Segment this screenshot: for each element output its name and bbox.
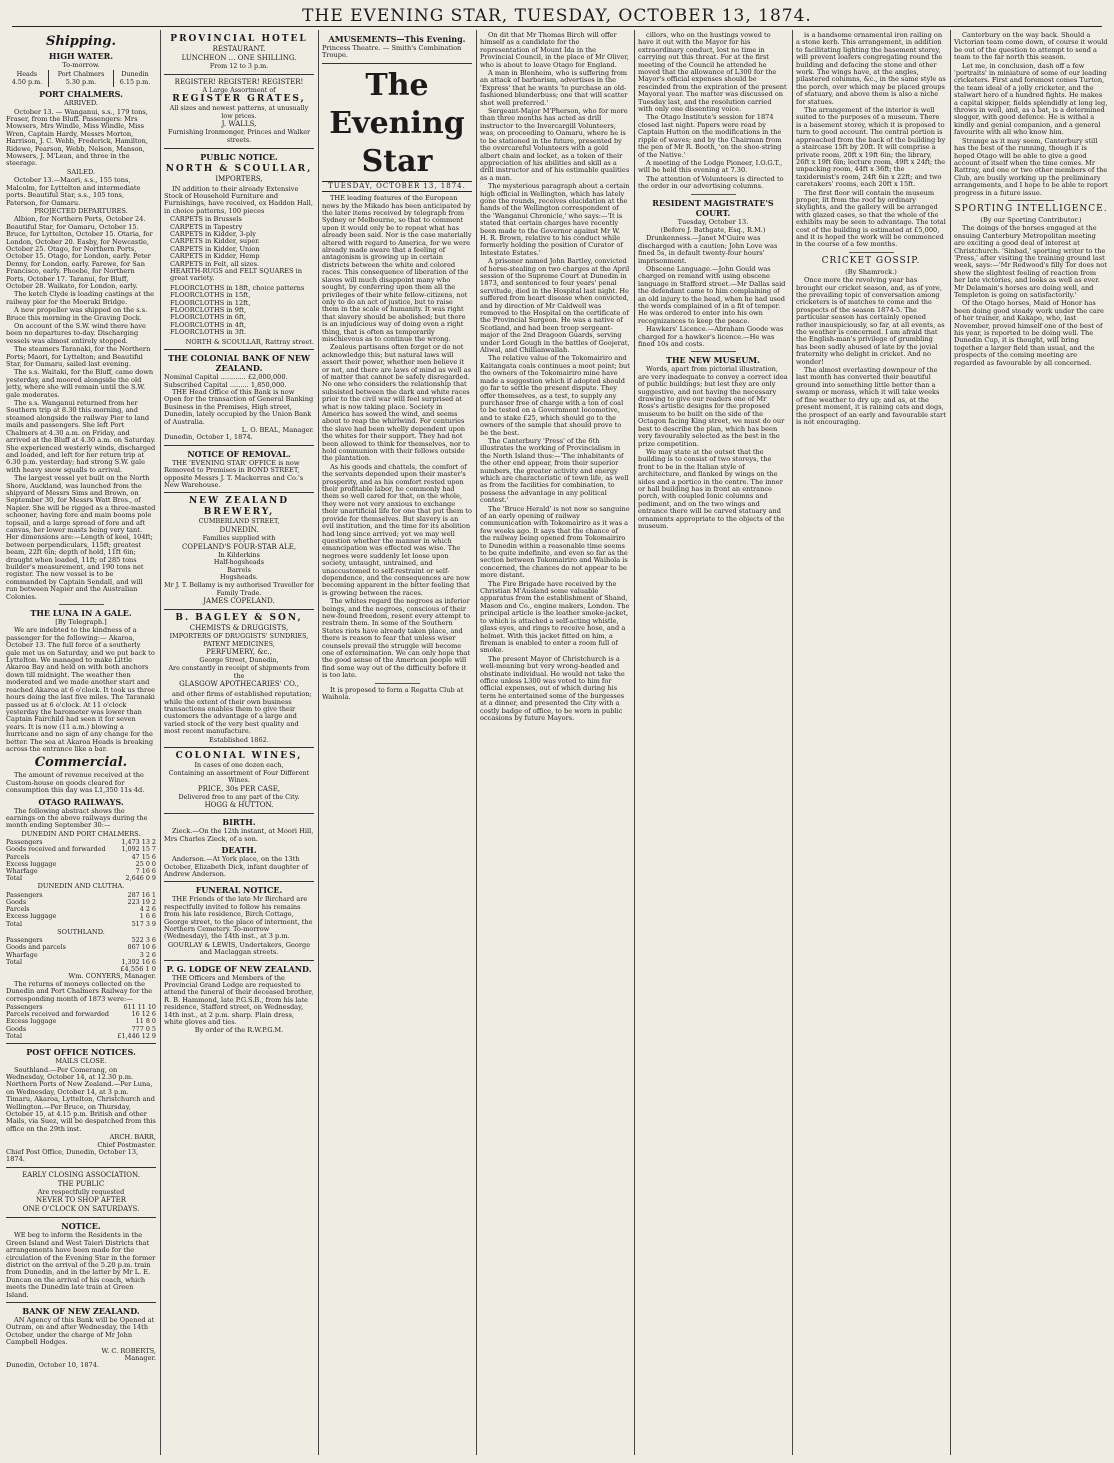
sporting-paragraph: The doings of the horses engaged at the ensuing Canterbury Metropolitan meeting are exciting a good deal of interest at Christchurch. 'Sinbad,' sporting writer to the 'Press,' after visiting the training ground last week, says:—'Mr Redwood's filly Tor does not show the slightest feeling of reaction from her late victories, and looks as well as ever. Mr Delamain's horses are doing well, and Templeton is going on satisfactorily.' xyxy=(954,224,1107,299)
amusements-heading: AMUSEMENTS—This Evening. xyxy=(328,34,466,44)
floorcloth-list xyxy=(164,285,314,337)
separator xyxy=(164,813,314,814)
nameplate: The Evening Star xyxy=(329,67,465,179)
table-row: Goods 777 0 5 xyxy=(6,1024,156,1033)
ad-line: Hogsheads. xyxy=(220,573,258,582)
museum-heading: THE NEW MUSEUM. xyxy=(666,355,760,366)
ad-line: Wines. xyxy=(228,776,250,785)
separator xyxy=(691,194,736,195)
north-scoullar-text: IN addition to their already Extensive Stock of Household Furniture and Furnishings, have received, ex Haddon Hall, in choice patterns, 100 pieces xyxy=(164,184,313,215)
bnz-footer: Dunedin, October 10, 1874. xyxy=(6,1361,99,1370)
column-3 xyxy=(322,32,472,1455)
sailed-text: October 13.—Maori, s.s., 155 tons, Malcolm, for Lyttelton and intermediate ports. Beautiful Star, s.s., 105 tons, Paterson, for Oamaru. xyxy=(6,176,141,207)
post-signature: ARCH. BARR, xyxy=(109,1133,156,1142)
column-rule xyxy=(792,30,793,1455)
museum-paragraph: is a handsome ornamental iron railing on a stone kerb. This arrangement, in addition to facilitating lighting the basement storey, will prevent loafers congregating round the building and defacing the stone and other work. The wings have, at the angles, pilastered columns, &c., in the same style as the porch, over which may be placed groups of statuary, and above them is also a niche for statues. xyxy=(796,32,946,106)
news-paragraph: The attention of Volunteers is directed to the order in our advertising columns. xyxy=(638,174,784,191)
railway-signature: Wm. CONYERS, Manager. xyxy=(68,972,156,981)
tide-port-chalmers: Port Chalmers 5.30 p.m. xyxy=(48,70,113,87)
court-heading: RESIDENT MAGISTRATE'S COURT. xyxy=(652,197,774,218)
list-item: FLOORCLOTHS in 15ft, xyxy=(170,291,251,300)
cricket-heading: CRICKET GOSSIP. xyxy=(821,255,921,266)
luna-gale-heading: THE LUNA IN A GALE. xyxy=(30,608,132,619)
news-paragraph: On dit that Mr Thomas Birch will offer himself as a candidate for the representation of Mount Ida in the Provincial Council, in the place of Mr Oliver, who is about to leave Otago for England. xyxy=(480,32,629,69)
commercial-text: The amount of revenue received at the Custom-house on goods cleared for consumption this day was L1,350 11s 4d. xyxy=(6,771,145,795)
table-row: Passengers 287 16 1 xyxy=(6,890,156,899)
railways-heading: OTAGO RAILWAYS. xyxy=(38,796,124,807)
bnz-signature: W. C. ROBERTS, xyxy=(101,1346,156,1355)
death-heading: DEATH. xyxy=(221,845,257,856)
returns-table xyxy=(6,1004,156,1040)
leader-paragraph: As his goods and chattels, the comfort of the servants depended upon their master's prosperity, and as his comfort rested upon their profitable labor, he commonly had them so well cared for that, on the whole, they were not very anxious to exchange their unartificial life for one that put them to provide for themselves. But slavery is an evil institution, and the time for its abolition had long since arrived; yet we may well question whether the manner in which emancipation was effected was wise. The negroes were suddenly let loose upon society, untaught, untrained, and unaccustomed to self-restraint or self-dependence, and the consequences are now becoming apparent in the bitter feeling that is growing between the races. xyxy=(322,462,472,597)
news-paragraph: The 'Bruce Herald' is not now so sanguine of an early opening of railway communication with Tokomairiro as it was a few weeks ago. It says that the chance of the railway being opened from Tokomairiro to Dunedin within a reasonable time seems to be quite indefinite, and even so far as the section between Tokomairiro and Waihola is concerned, the chances do not appear to be more distant. xyxy=(480,504,630,580)
list-item: FLOORCLOTHS in 3ft. xyxy=(170,328,247,337)
separator xyxy=(164,74,314,75)
list-item: CARPETS in Kidder, 3-ply xyxy=(170,230,256,238)
table-row: Total 1,392 16 6 xyxy=(6,957,156,966)
projected-text: Albion, for Northern Ports, October 24. Beautiful Star, for Oamaru, October 15. Bruce, for Lyttelton, October 15. Otaria, for London, October 20. Easby, for Newcastle, October 25. Otago, for Northern Ports, October 15. Otago, for London, early. Peter Denny, for London, early. Farewe, for San Francisco, early. Phoebe, for Northern Ports, October 17. Taranui, for Bluff, October 28. Waikato, for London, early. xyxy=(6,215,153,290)
bagley-established: Established 1862. xyxy=(209,735,269,744)
table-row: Parcels 47 15 6 xyxy=(6,852,156,861)
ad-line: All sizes and newest patterns, at unusually low prices. xyxy=(169,104,309,120)
tide-dunedin: Dunedin 6.15 p.m. xyxy=(119,70,151,86)
column-rule xyxy=(160,30,161,1455)
ad-line: Half-hogsheads xyxy=(213,558,265,567)
separator xyxy=(6,1217,156,1218)
list-item: FLOORCLOTHS in 18ft, choice patterns xyxy=(170,283,305,292)
separator xyxy=(164,445,314,446)
news-paragraph: Sergeant-Major M'Pherson, who for more than three months has acted as drill instructor to the Invercargill Volunteers, was, on proceeding to Oamaru, where he is to be stationed in the future, presented by the overcareful Volunteers with a gold albert chain and locket, as a token of their appreciation of his abilities and skill as a drill instructor and of his estimable qualities as a man. xyxy=(480,107,630,182)
news-paragraph: A prisoner named John Bartley, convicted of horse-stealing on two charges at the April session of the Supreme Court at Dunedin in 1873, and sentenced to four years' penal servitude, died in the Hospital last night. He suffered from heart disease when convicted, and by direction of Mr Caldwell was removed to the Hospital on the certificate of the Provincial Surgeon. He was a native of Scotland, and had been troop sergeant-major of the 2nd Dragoon Guards, serving under Lord Gough in the battles of Goojerat, Aliwal, and Chillianwallah. xyxy=(480,257,630,355)
news-paragraph: The relative value of the Tokomairiro and Kaitangata coals continues a moot point; but the owners of the Tokomairiro mine have made a suggestion which if adopted should go far to settle the present dispute. They offer themselves, as a test, to supply any purchaser free of charge with a ton of coal to be tested on a Government locomotive, and to stake £25, which should go to the owners of the sample that should prove to be the best. xyxy=(480,354,630,437)
separator xyxy=(691,351,736,352)
ad-signature: J. WALLS, xyxy=(221,120,257,129)
news-paragraph: The Fire Brigade have received by the Christian M'Ausland some valuable apparatus from the establishment of Shand, Mason and Co., engine makers, London. The principal article is the leather smoke-jacket, to which is attached a self-acting whistle, glass eyes, and rings to receive hose, and a helmet. With this jacket fitted on him, a fireman is enabled to enter a room full of smoke. xyxy=(480,579,630,655)
railway-grand-total: £4,556 1 0 xyxy=(120,965,156,974)
ad-line: LUNCHEON … ONE SHILLING. xyxy=(181,54,297,62)
column-1 xyxy=(6,32,156,1455)
post-office-heading: POST OFFICE NOTICES. xyxy=(26,1047,136,1058)
post-signature-title: Chief Postmaster. xyxy=(97,1140,156,1149)
shipping-paragraph: The steamers Taranaki, for the Northern Ports; Maori, for Lyttelton; and Beautiful Star, for Oamaru, sailed last evening. xyxy=(6,345,151,369)
ad-line: REGISTER GRATES, xyxy=(172,94,306,105)
north-scoullar-title: NORTH & SCOULLAR, xyxy=(165,163,313,174)
ad-line: In Kilderkins xyxy=(218,550,260,559)
ad-line: ONE O'CLOCK ON SATURDAYS. xyxy=(22,1205,140,1214)
early-closing-advert xyxy=(6,1171,156,1215)
separator xyxy=(164,881,314,882)
separator xyxy=(6,1043,156,1044)
ad-line: Delivered free to any part of the City. xyxy=(178,792,300,801)
railway-section-heading: DUNEDIN AND PORT CHALMERS. xyxy=(21,829,141,838)
ad-line: In cases of one dozen each, xyxy=(194,760,284,769)
table-row: Goods and parcels 867 10 6 xyxy=(6,943,156,952)
shipping-heading: Shipping. xyxy=(46,34,116,49)
bnz-heading: BANK OF NEW ZEALAND. xyxy=(22,1306,140,1317)
tide-heads: Heads 4.50 p.m. xyxy=(11,70,43,86)
carpet-list xyxy=(164,216,314,283)
leader-paragraph: Zealous partisans often forget or do not acknowledge this; but natural laws will assert their power, whether men believe it or not, and there are laws of mind as well as of matter that cannot be safely disregarded. No one who considers the relationship that subsisted between the dark and white races prior to the civil war will feel surprised at what is now taking place. Society in America has sowed the wind, and seems about to reap the whirlwind. For centuries the slave had been wholly dependent upon the whites for their support. They had not been allowed to think for themselves, nor to hold communion with their fellows outside the plantation. xyxy=(322,343,471,463)
list-item: CARPETS in Kidder, Union xyxy=(170,244,260,253)
cricket-byline: (By Shamrock.) xyxy=(845,267,897,276)
lodge-heading: P. G. LODGE OF NEW ZEALAND. xyxy=(166,963,312,974)
column-rule xyxy=(950,30,951,1455)
register-advert xyxy=(164,78,314,145)
news-paragraph: A man in Blenheim, who is suffering from an attack of barbarism, advertises in the 'Express' that he wants 'to purchase an old-fashioned blunderbuss; one that will scatter shot well preferred.' xyxy=(480,69,628,107)
separator xyxy=(59,604,104,605)
column-rule xyxy=(318,30,319,1455)
brewery-title: NEW ZEALAND BREWERY, xyxy=(188,496,290,518)
public-notice-heading: PUBLIC NOTICE. xyxy=(200,151,278,162)
lodge-signature: By order of the R.W.P.G.M. xyxy=(194,1026,284,1035)
ad-line: A Large Assortment of xyxy=(202,85,276,94)
bnz-signature-title: Manager. xyxy=(124,1354,156,1363)
tide-subheading: To-morrow. xyxy=(62,61,100,69)
list-item: FLOORCLOTHS in 6ft, xyxy=(170,313,247,322)
ad-line: PERFUMERY, &c., xyxy=(206,648,272,657)
separator xyxy=(849,252,894,253)
notice-text: WE beg to inform the Residents in the Green Island and West Taieri Districts that arrangements have been made for the circulation of the Evening Star in the former district on the arrival of the 5.20 p.m. train from Dunedin, and in the latter by Mr L. E. Duncan on the arrival of his coach, which meets the Dunedin late train at Green Island. xyxy=(6,1231,156,1299)
luna-gale-text: We are indebted to the kindness of a passenger for the following:— Akaroa, October 13. The full force of a southerly gale met us on Saturday, and we put back to Lyttelton. We managed to make Little Akaroa Bay and held on with both anchors down till midnight. The weather then moderated and we made another start and reached Akaroa at 6 o'clock. It took us three hours doing the last five miles. The Taranaki passed us at 6 o'clock. At 11 o'clock yesterday the barometer was lower than Captain Fairchild had seen it for seven years. It is now (11 a.m.) blowing a hurricane and no sign of any change for the better. The sea at Akaroa Heads is breaking across the entrance like a bar. xyxy=(6,626,155,753)
table-row: Excess luggage 11 8 0 xyxy=(6,1017,156,1026)
railway-table xyxy=(6,892,156,928)
shipping-paragraph: The largest vessel yet built on the North Shore, Auckland, was launched from the shipyard of Messrs Sims and Brown, on September 30, for Messrs Watt Bros., of Napier. She will be rigged as a three-masted schooner, having fore and main booms pole topsail, and a large spread of fore and aft canvas, her lower masts being very tant. Her dimensions are:—Length of keel, 104ft; between perpendiculars, 115ft; greatest beam, 22ft 6in; depth of hold, 11ft 6in; draught when loaded, 11ft; of 285 tons builder's measurement, and 190 tons net register. The new vessel is to be commanded by Captain Sendall, and will run between Napier and the Australian Colonies. xyxy=(6,474,156,601)
table-row: Goods received and forwarded 1,092 15 7 xyxy=(6,845,156,854)
ad-line: Furnishing Ironmonger, Princes and Walker streets. xyxy=(167,128,311,144)
railway-section-heading: DUNEDIN AND CLUTHA. xyxy=(37,882,125,891)
news-paragraph: The mysterious paragraph about a certain high official in Wellington, which has lately gone the rounds, receives elucidation at the hands of the Wellington correspondent of the 'Wanganui Chronicle,' who says:—'It is stated that certain charges have recently been made to the Governor against Mr W. H. R. Brown, relative to his conduct while formerly holding the position of Curator of Intestate Estates.' xyxy=(480,182,630,257)
ad-line: Mr J. T. Bellamy is my authorised Traveller for Family Trade. xyxy=(164,580,314,597)
telegraph-label: [By Telegraph.] xyxy=(55,618,107,627)
cricket-paragraph: Let me, in conclusion, dash off a few 'portraits' in miniature of some of our leading cricketers. First and foremost comes Turton, the team ideal of a jolly cricketer, and the stalwart hero of a hundred fights. He makes a capital skipper, fields splendidly at long leg, throws in well, and, as a bat, is a determined slogger, with good defence. He is withal a kindly and genial companion, and a general favourite with all who know him. xyxy=(954,61,1108,137)
ad-line: THE PUBLIC xyxy=(57,1179,105,1188)
north-scoullar-signature: NORTH & SCOULLAR, Rattray street. xyxy=(185,337,314,346)
column-6 xyxy=(796,32,946,1455)
tide-table xyxy=(6,70,156,87)
table-row: Total 2,646 0 9 xyxy=(6,874,156,883)
death-text: Anderson.—At York place, on the 13th October, Elizabeth Dick, infant daughter of Andrew Anderson. xyxy=(164,855,309,878)
arrived-text: October 13. — Wanganui, s.s., 179 tons, Fraser, from the Bluff. Passengers: Mrs Mowsers, Mrs Windle, Miss Windle, Miss Wren, Captain Hardy, Messrs Morton, Harrison, J. C. Webb, Frederick, Hamilton, Ridewe, Pearson, Webb, Nelson, Manson, Mowsers, J. M'Lean, and three in the steerage. xyxy=(6,107,148,168)
colonial-bank-heading: THE COLONIAL BANK OF NEW ZEALAND. xyxy=(168,353,310,374)
high-water-heading: HIGH WATER. xyxy=(48,51,114,61)
news-paragraph: A meeting of the Lodge Pioneer, I.O.G.T., will be held this evening at 7.30. xyxy=(638,158,783,175)
leader-footer: It is proposed to form a Regatta Club at Waihola. xyxy=(322,685,464,702)
ad-line: CUMBERLAND STREET, xyxy=(198,517,280,526)
wines-advert xyxy=(164,751,314,810)
list-item: CARPETS in Brussels xyxy=(170,215,242,224)
birth-text: Zieck.—On the 12th instant, at Moori Hill, Mrs Charles Zieck, of a son. xyxy=(164,827,314,843)
news-paragraph: The present Mayor of Christchurch is a well-meaning but very wrong-headed and obstinate individual. He would not take the office unless L300 was voted to him for official expenses, out of which during his term he entertained some of the burgesses at a dinner, and presented the City with a costly badge of office, to be worn in public occasions by future Mayors. xyxy=(480,654,625,722)
ad-line: IMPORTERS OF DRUGGISTS' SUNDRIES, PATENT MEDICINES, xyxy=(169,632,309,648)
cricket-paragraph: Once more the revolving year has brought our cricket season, and, as of yore, the prevailing topic of conversation among cricketers is of matches to come and the prospects of the season 1874-5. The particular season has certainly opened rather inauspiciously, so far, at all events, as the weather is concerned. I am afraid that the English-man's privilege of grumbling has been sadly abused of late by the jovial fraternity who delight in cricket. And no wonder! xyxy=(796,276,945,366)
list-item: CARPETS in Kidder, Hemp xyxy=(170,252,260,261)
funeral-heading: FUNERAL NOTICE. xyxy=(195,885,283,896)
ad-line: PRICE, 30s PER CASE, xyxy=(197,784,281,793)
separator xyxy=(164,349,314,350)
separator xyxy=(375,683,420,684)
ad-signature: JAMES COPELAND. xyxy=(203,597,275,606)
column-7 xyxy=(954,32,1108,1455)
post-footer: Chief Post Office, Dunedin, October 13, 1874. xyxy=(6,1147,139,1164)
ad-line: DUNEDIN. xyxy=(219,525,259,534)
cricket-paragraph: The almost everlasting downpour of the last month has converted their beautiful ground into something little better than a swamp or morass, which it will take weeks of fine weather to dry up; and as, at the present moment, it is raining cats and dogs, the prospect of an early and favourable start is not encouraging. xyxy=(796,366,946,426)
mails-close-heading: MAILS CLOSE. xyxy=(55,1057,107,1066)
sporting-paragraph: Of the Otago horses, Maid of Honor has been doing good steady work under the care of her trainer, and Kakapo, who, last November, proved himself one of the best of his year, is reported to be doing well. The Dunedin Cup, it is thought, will bring together a larger field than usual, and the prospects of the coming meeting are regarded as favourable by all concerned. xyxy=(954,299,1104,367)
wines-title: COLONIAL WINES, xyxy=(175,750,303,761)
bagley-text: and other firms of established reputation; while the extent of their own business transactions enables them to give their customers the advantage of a large and varied stock of the very best quality and most recent manufacture. xyxy=(164,690,312,736)
cricket-paragraph: Canterbury on the way back. Should a Victorian team come down, of course it would be out of the question to attempt to send a team to the far north this season. xyxy=(954,32,1108,62)
ad-line: George Street, Dunedin, xyxy=(199,656,279,665)
ad-line: GLASGOW APOTHECARIES' CO., xyxy=(179,680,299,689)
leader-paragraph: The whites regard the negroes as inferior beings, and the negroes, conscious of their new-found freedom, resent every attempt to restrain them. In some of the Southern States riots have already taken place, and there is reason to fear that unless wiser counsels prevail the struggle will become one of extermination. We can only hope that the good sense of the American people will find some way out of the difficulty before it is too late. xyxy=(322,597,471,680)
table-row: Passengers 522 3 6 xyxy=(6,936,156,945)
list-item: HEARTH-RUGS and FELT SQUARES in great variety. xyxy=(170,267,302,283)
museum-paragraph: We may state at the outset that the building is to consist of two storeys, the front to be in the Italian style of architecture, and flanked by wings on the sides and a portico in the centre. The inner or hall building has in front an entrance porch, with coupled Ionic columns and pediment, and on the two wings and entrance there will be carved statuary and ornaments appropriate to the objects of the museum. xyxy=(638,447,785,530)
shipping-paragraph: The s.s. Waitaki, for the Bluff, came down yesterday, and moored alongside the old jetty, where she will remain until the S.W. gale moderates. xyxy=(6,368,154,399)
column-5 xyxy=(638,32,788,1455)
museum-paragraph: Words, apart from pictorial illustration, are very inadequate to convey a correct idea of public buildings; but lest they are only suggestive, and not having the necessary drawing to give our readers one of Mr Ross's artistic designs for the proposed museum to be built on the side of the Octagon facing King street, we must do our best to describe the plan, which has been very favourably selected as the best in the prize competition. xyxy=(638,365,788,448)
bnz-text: AN Agency of this Bank will be Opened at Outram, on and after Wednesday, the 14th October, under the charge of Mr John Campbell Hodges. xyxy=(6,1316,155,1347)
column-rule xyxy=(634,30,635,1455)
shipping-paragraph: A new propeller was shipped on the s.s. Bruce this morning in the Graving Dock. xyxy=(6,306,148,322)
bagley-advert xyxy=(164,613,314,689)
hotel-title: PROVINCIAL HOTEL xyxy=(170,34,308,44)
post-office-text: Southland.—Per Comerang, on Wednesday, October 14, at 12.30 p.m. Northern Ports of New Zealand.—Per Luna, on Wednesday, October 14, at 3 p.m. Timaru, Akaroa, Lyttelton, Christchurch and Wellington.—Per Bruce, on Thursday, October 15, at 4.15 p.m. British and other Mails, via Suez, will be despatched from this office on the 29th inst. xyxy=(6,1065,156,1133)
court-before: (Before J. Bathgate, Esq., R.M.) xyxy=(660,225,766,234)
list-item: FLOORCLOTHS in 9ft, xyxy=(170,306,247,315)
shipping-paragraph: On account of the S.W. wind there have been no departures to-day. Discharging vessels was almost entirely stopped. xyxy=(6,322,146,345)
bank-nominal: Nominal Capital ............ £2,000,000. xyxy=(164,373,288,382)
table-row: Total £1,446 12 9 xyxy=(6,1031,156,1040)
birth-heading: BIRTH. xyxy=(222,817,256,828)
funeral-text: THE Friends of the late Mr Birchard are respectfully invited to follow his remains from his late residence, Birch Cottage, George street, to the place of interment, the Northern Cemetery. To-morrow (Wednesday), the 14th inst., at 3 p.m. xyxy=(164,895,313,941)
table-row: Wharfage 7 16 6 xyxy=(6,867,156,875)
dateline: TUESDAY, OCTOBER 13, 1874. xyxy=(322,181,472,192)
bank-signature: L. O. BEAL, Manager. xyxy=(241,425,314,434)
list-item: FLOORCLOTHS in 12ft, xyxy=(170,298,251,307)
leader-paragraph: THE leading features of the European news by the Mikado has been anticipated by the later items received by telegraph from Sydney or Melbourne, so that to comment upon it would only be to repeat what has already been said. Nor is the case materially altered with regard to America, for we were already made aware that a feeling of antagonism is growing up in certain districts between the white and colored races. This consequence of liberation of the slaves will much disappoint many who sought, by conferring upon them all the privileges of their white fellow-citizens, not only to do an act of justice, but to raise them in the scale of humanity. It was right that slavery should be abolished; but there is an injudicious way of doing even a right thing, that is often as temporarily mischievous as to continue the wrong. xyxy=(322,194,472,343)
column-2 xyxy=(164,32,314,1455)
north-scoullar-advert xyxy=(164,164,314,184)
hotel-advert xyxy=(164,34,314,71)
table-row: Parcels 4 2 6 xyxy=(6,905,156,914)
separator xyxy=(1008,200,1054,201)
list-item: CARPETS in Felt, all sizes. xyxy=(170,259,260,268)
register-title: REGISTER! REGISTER! REGISTER! xyxy=(174,77,304,86)
masthead-rule xyxy=(12,26,1102,27)
court-paragraph: Obscene Language.—John Gould was charged on remand with using obscene language in Stafford street.—Mr Dallas said the defendant came to him complaining of an old injury to the head, when he had used the words complained of in a fit of temper. He was ordered to enter into his own recognizances to keep the peace. xyxy=(638,264,786,325)
list-item: CARPETS in Tapestry xyxy=(170,222,243,231)
lodge-text: THE Officers and Members of the Provincial Grand Lodge are requested to attend the funeral of their deceased brother, R. B. Hammond, late P.G.S.B., from his late residence, Stafford street, on Wednesday, 14th inst., at 2 p.m. sharp. Plain dress, white gloves and ties. xyxy=(164,973,314,1027)
museum-paragraph: The arrangement of the interior is well suited to the purposes of a museum. There is a basement storey, which it is proposed to turn to good account. The central portion is approached from the back of the building by a staircase 15ft by 20ft. It will comprise a private room, 20ft x 19ft 6in; the library, 26ft x 19ft 6in; lecture room, 49ft x 24ft; the unpacking room, 44ft x 36ft; the taxidermist's room, 24ft 6in x 22ft; and two caretakers' rooms, each 20ft x 15ft. xyxy=(796,106,946,189)
funeral-signature: GOURLAY & LEWIS, Undertakers, George and Maclaggan streets. xyxy=(167,940,311,957)
bank-footer: Dunedin, October 1, 1874. xyxy=(164,433,253,442)
museum-paragraph: The first floor will contain the museum proper, lit from the roof by ordinary skylights, and the gallery will be arranged with glazed cases, so that the whole of the exhibits may be seen to advantage. The total cost of the building is estimated at £5,000, and it is hoped the work will be commenced in the course of a few months. xyxy=(796,188,946,249)
bank-subscribed: Subscribed Capital ......... 1,850,000. xyxy=(164,380,287,389)
table-row: Total 517 3 9 xyxy=(6,919,156,928)
ad-line: Barrels xyxy=(227,565,251,574)
ad-line: NEVER TO SHOP AFTER xyxy=(35,1196,127,1205)
column-rule xyxy=(476,30,477,1455)
ad-signature: HOGG & HUTTON. xyxy=(204,801,274,810)
list-item: FLOORCLOTHS in 4ft, xyxy=(170,320,247,329)
removal-heading: NOTICE OF REMOVAL. xyxy=(187,448,291,459)
table-row: Parcels received and forwarded 16 12 6 xyxy=(6,1010,156,1019)
ad-line: Are constantly in receipt of shipments from the xyxy=(168,663,310,680)
news-paragraph: cillors, who on the hustings vowed to have it out with the Mayor for his extraordinary conduct, lost no time in carrying out this threat. For at the first meeting of the Council he attended he moved that the allowance of L300 for the Mayor's official expenses should be rescinded from the expiration of the present Mayoral year. The matter was discussed on Tuesday last, and the resolution carried with only one dissenting voice. xyxy=(638,32,787,114)
shipping-paragraph: The s.s. Wanganui returned from her Southern trip at 8.30 this morning, and steamed alongside the railway Pier to land mails and passengers. She left Port Chalmers at 4.30 a.m. on Friday, and arrived at the Bluff at 4.30 a.m. on Saturday. She experienced westerly winds, discharged and loaded, and left for her return trip at 6.30 p.m. yesterday; had strong S.W. gale with heavy snow squalls to arrival. xyxy=(6,399,156,474)
bagley-title: B. BAGLEY & SON, xyxy=(175,613,303,624)
separator xyxy=(164,960,314,961)
arrived-heading: ARRIVED. xyxy=(63,99,99,108)
separator xyxy=(164,747,314,748)
list-item: CARPETS in Kidder, super. xyxy=(170,237,260,246)
table-row: Excess luggage 1 6 6 xyxy=(6,912,156,921)
table-row: Passengers 611 11 10 xyxy=(6,1003,156,1012)
court-paragraph: Hawkers' Licence.—Abraham Goode was charged for a hawker's licence.—He was fined 10s and costs. xyxy=(638,325,784,349)
ad-line: Containing an assortment of Four Different xyxy=(168,768,310,777)
railways-intro: The following abstract shows the earnings on the above railways during the month ending September 30:— xyxy=(6,806,148,830)
table-row: Goods 223 19 2 xyxy=(6,898,156,907)
returns-text: The returns of moneys collected on the Dunedin and Port Chalmers Railway for the corresponding month of 1873 were:— xyxy=(6,979,153,1003)
cricket-paragraph: Strange as it may seem, Canterbury still has the best of the running, though it is hoped Otago will be able to give a good account of itself when the time comes. Mr Rattray, and one or two other members of the Club, are busily working up the preliminary arrangements, and I hope to be able to report progress in a future issue. xyxy=(954,136,1108,197)
separator xyxy=(6,1167,156,1168)
masthead: THE EVENING STAR, TUESDAY, OCTOBER 13, 1874. xyxy=(302,6,812,26)
news-paragraph: The Otago Institute's session for 1874 closed last night. Papers were read by Captain Hutton on the modifications in the ripple of waves; and by the Chairman from the pen of Mr R. Booth, 'on the shoe-string of the Native.' xyxy=(638,113,782,159)
table-row: Passengers 1,473 13 2 xyxy=(6,838,156,847)
projected-heading: PROJECTED DEPARTURES. xyxy=(34,206,128,215)
ad-line: IMPORTERS, xyxy=(215,174,263,183)
table-row: Wharfage 3 2 6 xyxy=(6,950,156,959)
separator xyxy=(6,1302,156,1303)
separator xyxy=(164,609,314,610)
ad-line: Are respectfully requested xyxy=(37,1187,125,1196)
ad-line: Families supplied with xyxy=(202,533,276,542)
ad-line: From 12 to 3 p.m. xyxy=(209,62,269,70)
court-date: Tuesday, October 13. xyxy=(677,217,749,226)
brewery-advert xyxy=(164,496,314,606)
sporting-heading: SPORTING INTELLIGENCE. xyxy=(954,203,1108,214)
ad-line: COPELAND'S FOUR-STAR ALE, xyxy=(181,542,297,551)
early-closing-heading: EARLY CLOSING ASSOCIATION. xyxy=(22,1170,140,1179)
railway-table xyxy=(6,839,156,882)
ad-line: CHEMISTS & DRUGGISTS, xyxy=(189,624,289,633)
railway-section-heading: SOUTHLAND. xyxy=(57,927,105,936)
separator xyxy=(164,492,314,493)
column-4 xyxy=(480,32,630,1455)
news-paragraph: The Canterbury 'Press' of the 6th illustrates the working of Provincialism in the North Island thus:—'The inhabitants of the other end appear, from their superior numbers, the greater activity and energy which are characteristic of town life, as well as from the facilities for combination, to possess the advantage in any political contest.' xyxy=(480,436,629,505)
commercial-heading: Commercial. xyxy=(34,755,128,771)
sailed-heading: SAILED. xyxy=(66,167,96,176)
amusements-text: Princess Theatre. — Smith's Combination Troupe. xyxy=(322,44,462,60)
bank-text: THE Head Office of this Bank is now Open for the transaction of General Banking Business in the Premises, High street, Dunedin, lately occupied by the Union Bank of Australia. xyxy=(164,387,314,426)
table-row: Excess luggage 25 0 0 xyxy=(6,859,156,868)
notice-heading: NOTICE. xyxy=(61,1221,101,1232)
separator xyxy=(164,148,314,149)
ad-line: RESTAURANT. xyxy=(212,45,266,53)
separator xyxy=(322,63,472,64)
railway-table xyxy=(6,937,156,966)
shipping-paragraph: The ketch Clyde is loading castings at the railway pier for the Moeraki Bridge. xyxy=(6,290,155,306)
sporting-byline: (By our Sporting Contributor.) xyxy=(980,215,1082,224)
removal-text: THE 'EVENING STAR' OFFICE is now Removed to Premises in BOND STREET, opposite Messrs J. T. Mackerras and Co.'s New Warehouse. xyxy=(164,458,304,489)
port-chalmers-heading: PORT CHALMERS. xyxy=(39,89,123,100)
court-paragraph: Drunkenness.—Janet M'Guire was discharged with a caution; John Love was fined 5s, in default twenty-four hours' imprisonment. xyxy=(638,234,778,265)
